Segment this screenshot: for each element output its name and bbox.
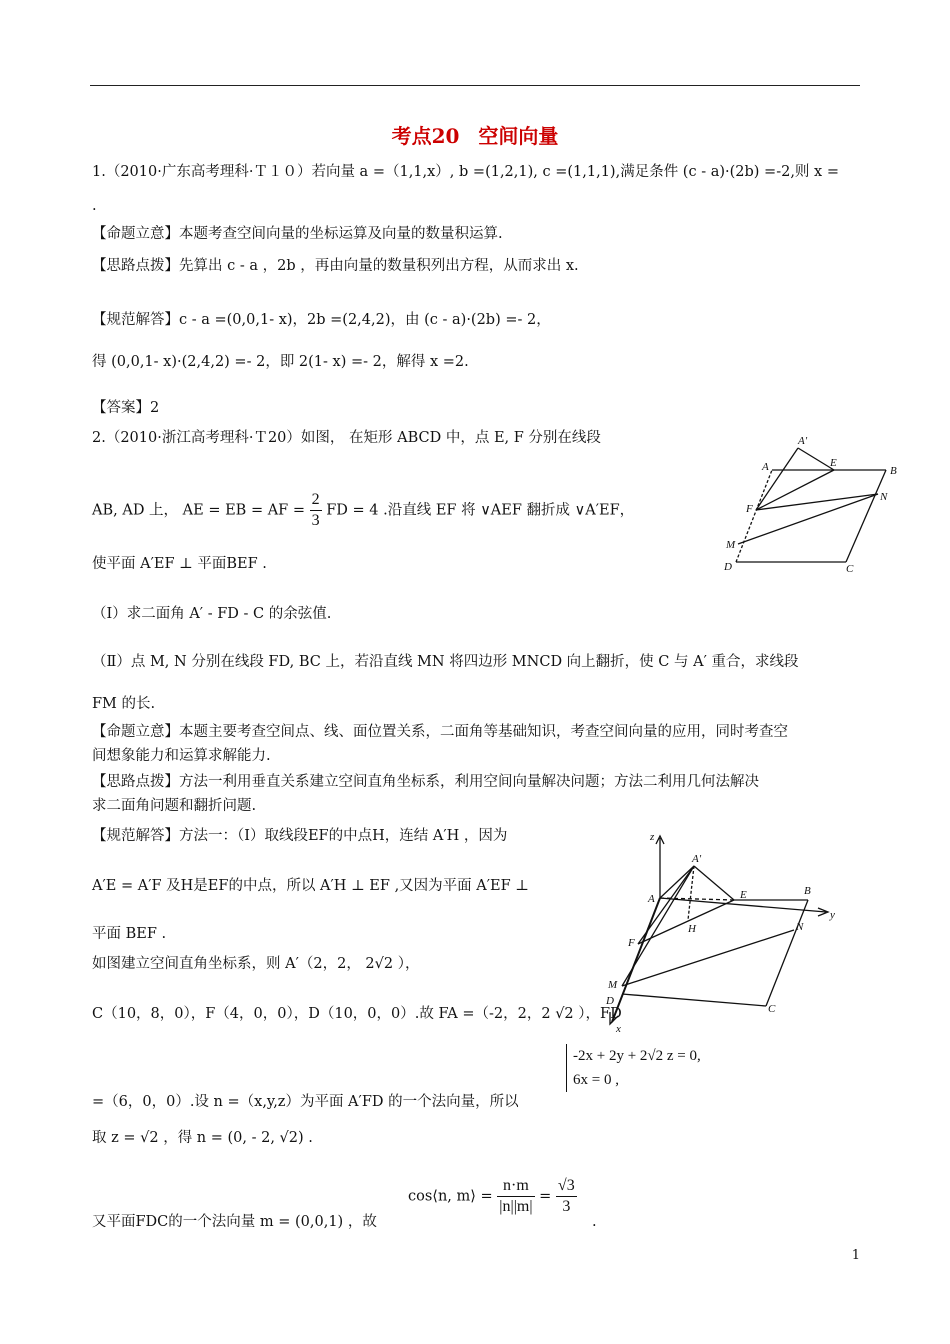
edge-F-N	[756, 494, 878, 510]
edge-F-Aprime	[756, 448, 798, 510]
label-F: F	[746, 503, 753, 515]
q2-intent-2: 间想象能力和运算求解能力.	[92, 748, 271, 764]
title-name: 空间向量	[478, 124, 559, 148]
q2-fraction	[310, 490, 322, 531]
fold-line-EF	[756, 470, 834, 510]
edge-F-Aprime	[638, 866, 694, 944]
figure-coordinate-system	[598, 826, 848, 1038]
label-y: y	[830, 909, 835, 921]
page-number: 1	[851, 1248, 860, 1263]
q1-line1b: .	[92, 198, 97, 214]
q2-intent-1: 【命题立意】本题主要考查空间点、线、面位置关系，二面角等基础知识，考查空间向量的应用，同时考查空	[92, 724, 788, 740]
label-C: C	[768, 1003, 776, 1015]
equation-system	[566, 1044, 701, 1092]
q1-hint: 【思路点拨】先算出 c - a ，2b ，再由向量的数量积列出方程，从而求出 x.	[92, 258, 579, 274]
edge-Aprime-E	[694, 866, 734, 900]
label-x: x	[616, 1023, 621, 1035]
label-D: D	[606, 995, 614, 1007]
q2-solution-7: 取 z = √2 ，得 n = (0, - 2, √2) .	[92, 1130, 313, 1146]
label-Aprime: A′	[692, 853, 702, 865]
q2-fraction-den: 3	[311, 512, 320, 529]
q2-fraction-num: 2	[310, 490, 322, 511]
q1-solution-1: 【规范解答】c - a =(0,0,1- x)，2b =(2,4,2)，由 (c - a)·(2b) =- 2，	[92, 312, 551, 328]
edge-B-C	[766, 900, 808, 1006]
q2-part2: （Ⅱ）点 M, N 分别在线段 FD, BC 上，若沿直线 MN 将四边形 MNCD 向上翻折，使 C 与 A′ 重合，求线段	[92, 654, 799, 670]
q2-line3: 使平面 A′EF ⊥ 平面BEF .	[92, 556, 267, 572]
cosine-formula	[408, 1176, 577, 1217]
label-M: M	[608, 979, 618, 991]
edge-M-Aprime	[622, 866, 694, 986]
page-title	[0, 120, 950, 149]
q2-line2a: AB, AD 上，	[92, 502, 179, 519]
label-N: N	[880, 491, 888, 503]
edge-B-C	[846, 470, 886, 562]
edge-D-A	[736, 470, 772, 562]
label-H: H	[688, 923, 696, 935]
q1-answer: 【答案】2	[92, 400, 160, 416]
q2-part1: （Ⅰ）求二面角 A′ - FD - C 的余弦值.	[92, 606, 332, 622]
label-A: A	[648, 893, 655, 905]
label-B: B	[804, 885, 811, 897]
q2-line2c: FD = 4 .沿直线 EF 将 ∨AEF 翻折成 ∨A′EF，	[326, 502, 635, 519]
label-C: C	[846, 563, 854, 574]
header-rule	[90, 85, 860, 86]
cos-result	[556, 1176, 577, 1217]
q2-hint-1: 【思路点拨】方法一利用垂直关系建立空间直角坐标系，利用空间向量解决问题；方法二利用几何法解决	[92, 774, 759, 790]
edge-Aprime-E	[798, 448, 834, 470]
cos-result-den: 3	[562, 1198, 571, 1215]
equation-2: 6x = 0 ,	[573, 1072, 619, 1088]
q2-line1: 2.（2010·浙江高考理科·Ｔ20）如图， 在矩形 ABCD 中，点 E, F 分别在线段	[92, 430, 601, 446]
q2-solution-2: A′E = A′F 及H是EF的中点，所以 A′H ⊥ EF ,又因为平面 A′EF ⊥	[92, 878, 529, 894]
cos-num: n·m	[497, 1176, 534, 1197]
label-A: A	[762, 461, 769, 473]
q2-solution-8-end: .	[592, 1214, 597, 1230]
cos-lhs: cos⟨n, m⟩ =	[408, 1188, 493, 1205]
label-M: M	[726, 539, 736, 551]
label-D: D	[724, 561, 732, 573]
q2-solution-6: =（6，0，0）.设 n =（x,y,z）为平面 A′FD 的一个法向量，所以	[92, 1094, 519, 1110]
fold-line-MN	[622, 930, 794, 986]
q2-part2b: FM 的长.	[92, 696, 156, 712]
q1-intent: 【命题立意】本题考查空间向量的坐标运算及向量的数量积运算.	[92, 226, 503, 242]
edge-C-D	[622, 994, 766, 1006]
edge-F-E	[638, 900, 734, 944]
q2-hint-2: 求二面角问题和翻折问题.	[92, 798, 257, 814]
cos-result-num: √3	[556, 1176, 577, 1197]
cos-den: |n||m|	[499, 1198, 533, 1215]
cos-eq: =	[539, 1188, 552, 1205]
label-z: z	[650, 831, 655, 843]
label-B: B	[890, 465, 897, 477]
label-F: F	[628, 937, 635, 949]
q2-solution-1: 【规范解答】方法一：（Ⅰ）取线段EF的中点H，连结 A′H ，因为	[92, 828, 508, 844]
q2-solution-3: 平面 BEF .	[92, 926, 167, 942]
q2-line2b: AE = EB = AF =	[182, 502, 305, 519]
q2-solution-8: 又平面FDC的一个法向量 m = (0,0,1) ，故	[92, 1214, 377, 1230]
axis-x	[612, 898, 660, 1022]
label-Aprime: A′	[798, 435, 808, 447]
q2-line2	[92, 490, 634, 531]
label-N: N	[796, 921, 804, 933]
equation-1: -2x + 2y + 2√2 z = 0,	[573, 1048, 701, 1064]
q2-solution-5: C（10，8，0），F（4，0，0），D（10，0，0）.故 FA =（-2，2，2 √2 ），FD	[92, 1006, 622, 1022]
q2-solution-4: 如图建立空间直角坐标系，则 A′（2，2， 2√2 ），	[92, 956, 420, 972]
q1-solution-2: 得 (0,0,1- x)·(2,4,2) =- 2，即 2(1- x) =- 2，解得 x =2.	[92, 354, 469, 370]
q1-line1: 1.（2010·广东高考理科·Ｔ１０）若向量 a =（1,1,x）, b =(1,2,1), c =(1,1,1),满足条件 (c - a)·(2b) =-2,则 x =	[92, 164, 839, 180]
title-topic: 考点20	[391, 124, 460, 148]
label-E: E	[830, 457, 837, 469]
label-E: E	[740, 889, 747, 901]
cos-fraction	[497, 1176, 534, 1217]
figure-fold-rectangle	[718, 432, 908, 574]
